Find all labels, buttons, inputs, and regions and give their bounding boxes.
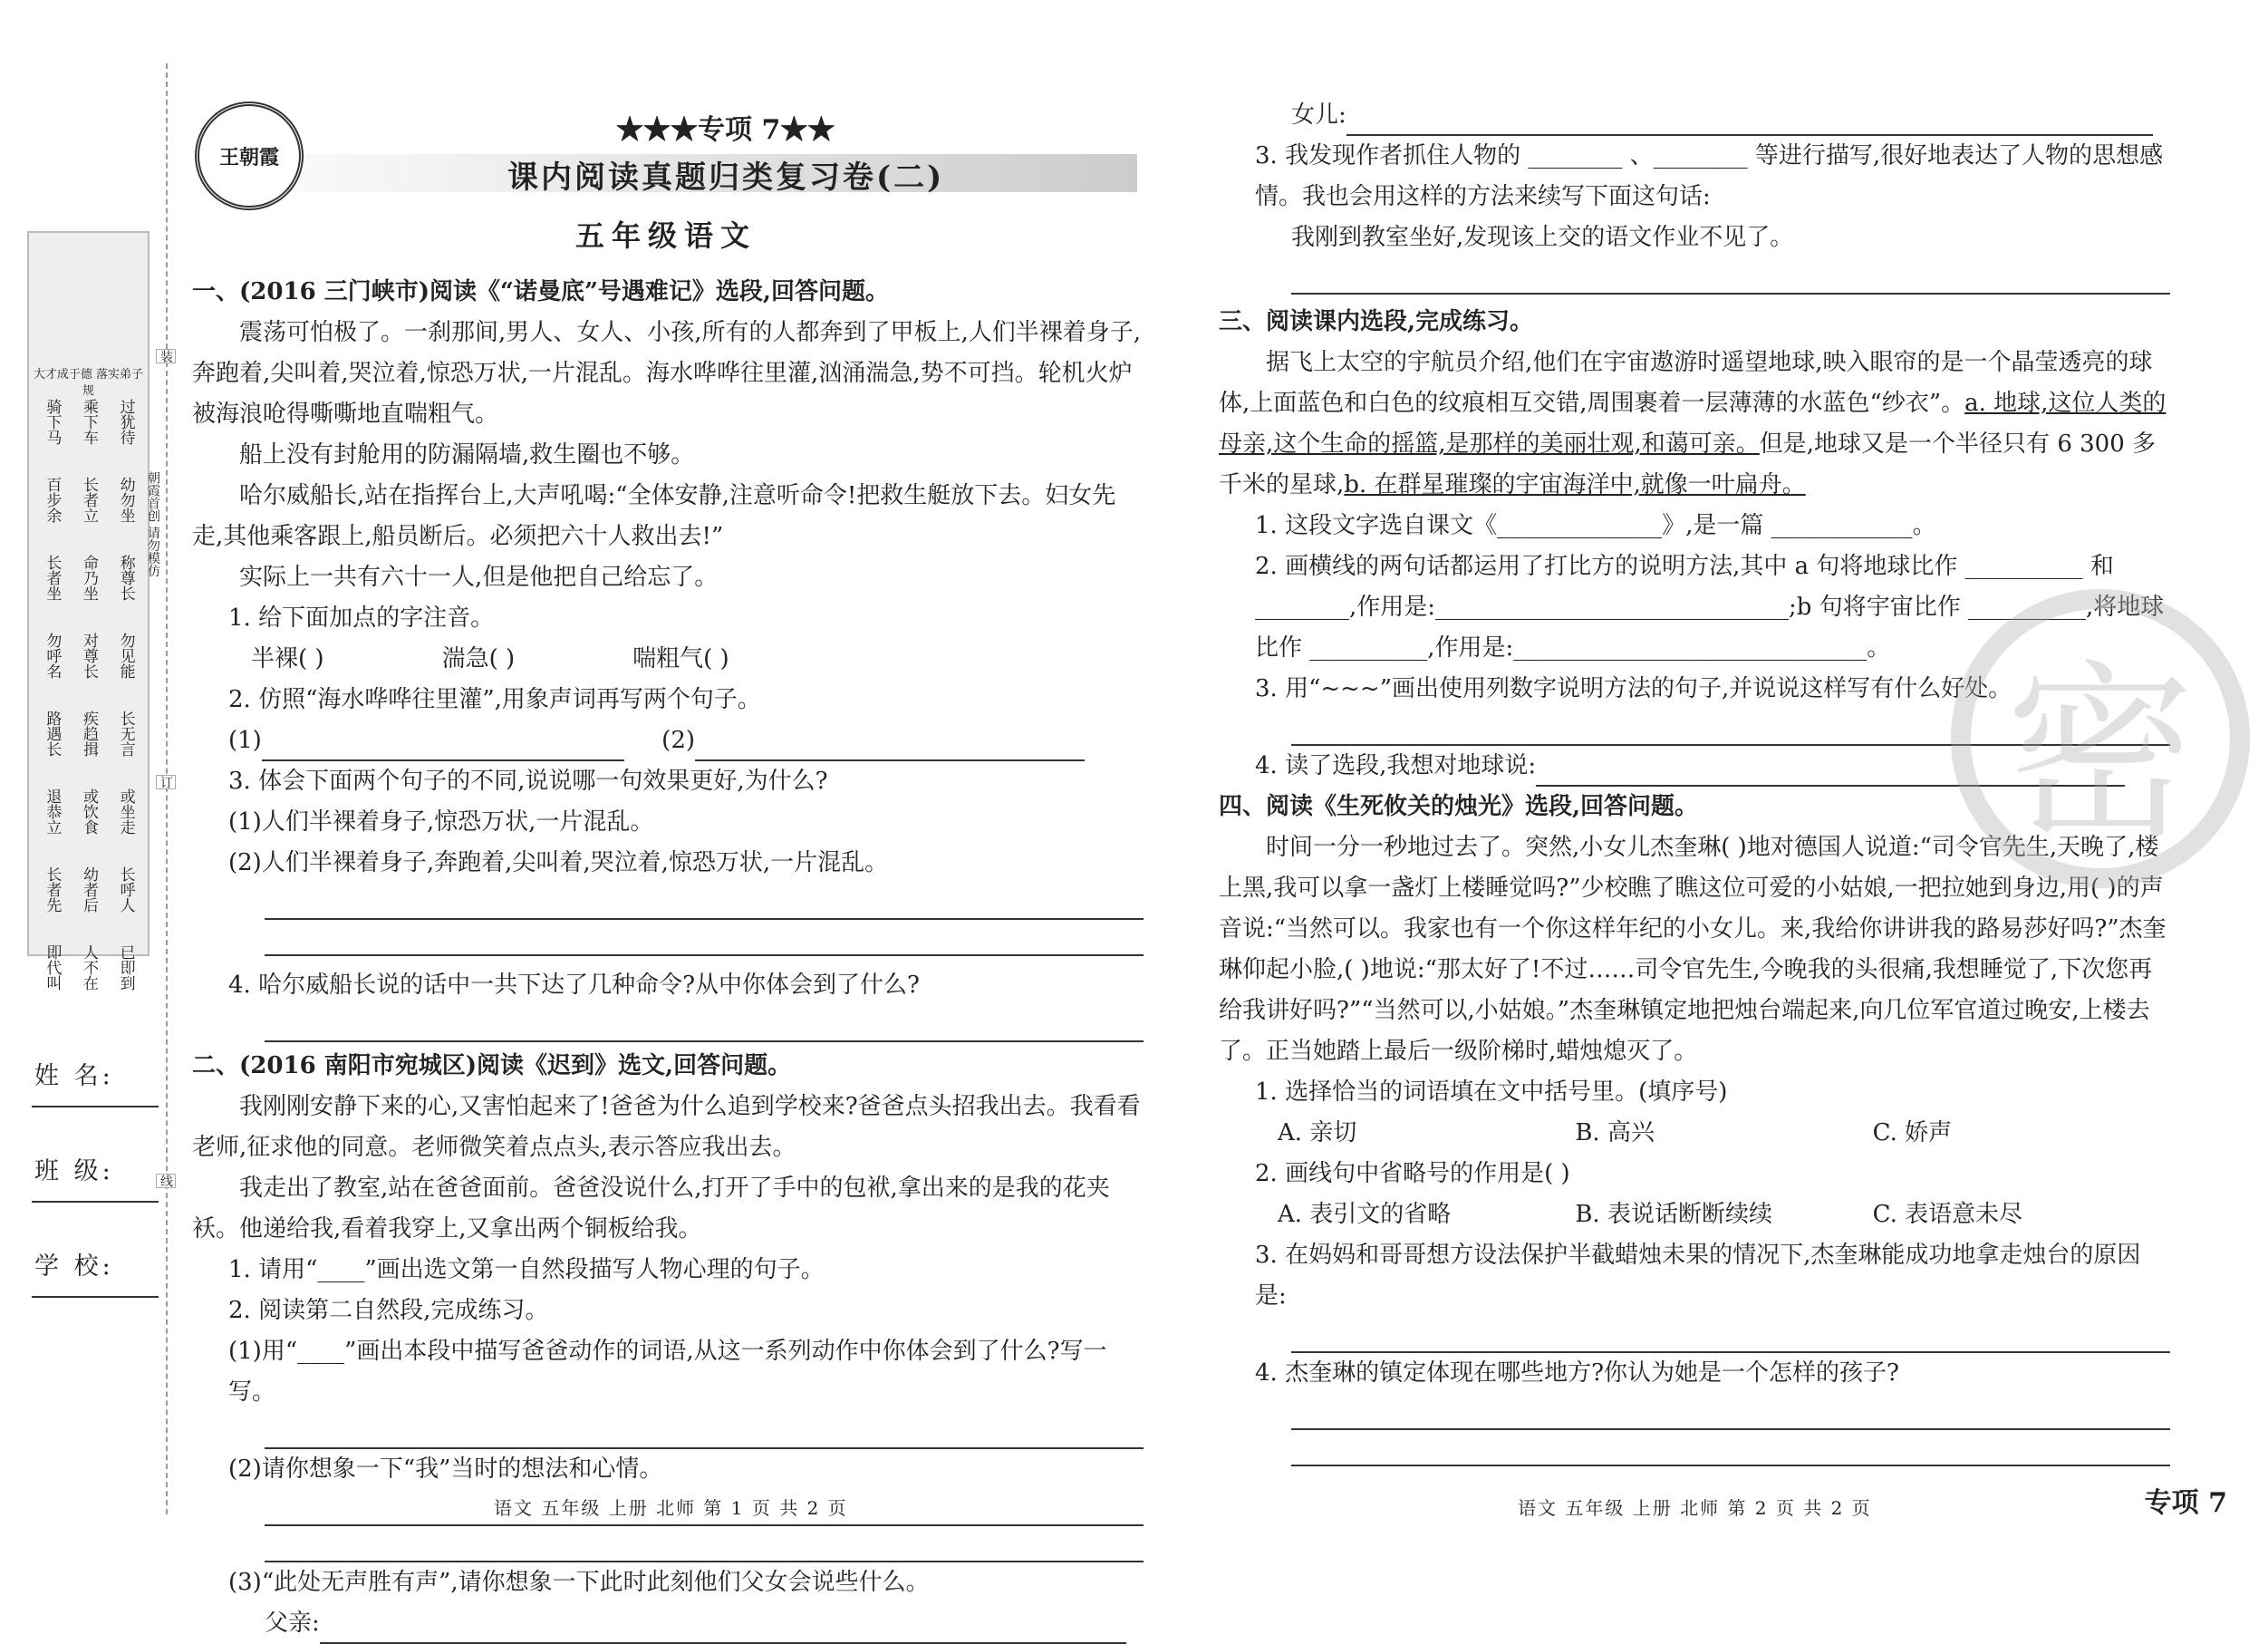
brand-logo: 王朝霞 xyxy=(195,102,304,210)
answer-row xyxy=(192,1603,1144,1644)
answer-line[interactable] xyxy=(265,920,1144,956)
passage-paragraph: 我刚刚安静下来的心,又害怕起来了!爸爸为什么追到学校来?爸爸点头招我出去。我看看老师,征求他的同意。老师微笑着点点头,表示答应我出去。 xyxy=(192,1093,1141,1161)
answer-row xyxy=(1219,95,2170,136)
option-row xyxy=(1219,1113,2170,1154)
school-label: 学 校: xyxy=(34,1252,114,1281)
section-heading: 四、阅读《生死攸关的烛光》选段,回答问题。 xyxy=(1219,793,1699,820)
sidebar-rule: 勿见能 xyxy=(116,633,135,679)
sidebar-rule: 疾趋揖 xyxy=(79,711,98,757)
question: (1)用“____”画出本段中描写爸爸动作的词语,从这一系列动作中你体会到了什么?写一写。 xyxy=(228,1338,1107,1406)
page-subtitle: 五年级语文 xyxy=(575,218,758,253)
question: 1. 选择恰当的词语填在文中括号里。(填序号) xyxy=(1255,1078,1728,1106)
passage-paragraph xyxy=(1219,343,2170,506)
question-option: (1)人们半裸着身子,惊恐万状,一片混乱。 xyxy=(228,808,654,836)
underlined-sentence: b. 在群星璀璨的宇宙海洋中,就像一叶扁舟。 xyxy=(1344,471,1806,498)
sidebar-rule: 或坐走 xyxy=(116,788,135,835)
answer-line[interactable] xyxy=(265,1413,1144,1449)
passage-text: 据飞上太空的宇航员介绍,他们在宇宙遨游时遥望地球,映入眼帘的是一个晶莹透亮的球体,上面蓝色和白色的纹痕相互交错,周围裹着一层薄薄的水蓝色“纱衣”。 xyxy=(1219,349,2153,417)
question: 3. 体会下面两个句子的不同,说说哪一句效果更好,为什么? xyxy=(228,768,828,795)
question: 2. 仿照“海水哗哗往里灌”,用象声词再写两个句子。 xyxy=(228,686,761,713)
answer-line[interactable] xyxy=(265,1006,1144,1042)
question: (2)请你想象一下“我”当时的想法和心情。 xyxy=(228,1455,663,1483)
option[interactable]: C. 娇声 xyxy=(1872,1119,1953,1146)
question: (3)“此处无声胜有声”,请你想象一下此时此刻他们父女会说些什么。 xyxy=(228,1569,930,1596)
question: 2. 画线句中省略号的作用是( ) xyxy=(1255,1160,1570,1187)
answer-line[interactable] xyxy=(1291,258,2170,295)
question: 1. 这段文字选自课文《______________》,是一篇 ____________。 xyxy=(1255,512,1936,539)
class-label: 班 级: xyxy=(34,1157,114,1185)
answer-index: (2) xyxy=(661,727,696,754)
continuation-prompt: 我刚到教室坐好,发现该上交的语文作业不见了。 xyxy=(1291,224,1794,251)
sidebar-rule: 乘下车 xyxy=(79,399,98,445)
sidebar-rule: 长者先 xyxy=(43,866,62,913)
page-footer: 语文 五年级 上册 北师 第 2 页 共 2 页 xyxy=(1518,1497,1872,1519)
question: 1. 请用“____”画出选文第一自然段描写人物心理的句子。 xyxy=(228,1256,825,1283)
passage-paragraph: 实际上一共有六十一人,但是他把自己给忘了。 xyxy=(239,564,719,591)
passage-paragraph: 哈尔威船长,站在指挥台上,大声吼喝:“全体安静,注意听命令!把救生艇放下去。妇女先走,其他乘客跟上,船员断后。必须把六十人救出去!” xyxy=(192,482,1116,550)
passage-paragraph: 震荡可怕极了。一刹那间,男人、女人、小孩,所有的人都奔到了甲板上,人们半裸着身子,奔跑着,尖叫着,哭泣着,惊恐万状,一片混乱。海水哗哗往里灌,汹涌湍急,势不可挡。轮机火炉被海浪呛得嘶嘶地直喘粗气。 xyxy=(192,319,1142,428)
sidebar-rule: 退恭立 xyxy=(43,788,62,835)
pinyin-blank[interactable]: 湍急( ) xyxy=(441,645,516,672)
underlined-sentence: a. 地球,这位人类的母亲,这个生命的摇篮,是那样的美丽壮观,和蔼可亲。 xyxy=(1219,390,2167,458)
option-row xyxy=(1219,1194,2170,1235)
sidebar-rule: 长无言 xyxy=(116,711,135,757)
answer-line[interactable] xyxy=(265,1526,1144,1562)
option[interactable]: A. 表引文的省略 xyxy=(1278,1201,1452,1228)
question: 4. 哈尔威船长说的话中一共下达了几种命令?从中你体会到了什么? xyxy=(228,972,920,999)
passage-paragraph: 时间一分一秒地过去了。突然,小女儿杰奎琳( )地对德国人说道:“司令官先生,天晚了,楼上黑,我可以拿一盏灯上楼睡觉吗?”少校瞧了瞧这位可爱的小姑娘,一把拉她到身边,用( )的声音说:“当然可以。我家也有一个你这样年纪的小女儿。来,我给你讲讲我的路易莎好吗?”杰奎琳仰起小脸,( )地说:“那太好了!不过……司令官先生,今晚我的头很痛,我想睡觉了,下次您再给我讲好吗?”“当然可以,小姑娘。”杰奎琳镇定地把烛台端起来,向几位军官道过晚安,上楼去了。正当她踏上最后一级阶梯时,蜡烛熄灭了。 xyxy=(1219,834,2167,1065)
sidebar-motto: 大才成于德 落实弟子规 xyxy=(33,368,144,398)
sidebar-rule: 过犹待 xyxy=(116,399,135,445)
binding-tag: 装 xyxy=(156,349,176,363)
pinyin-blank[interactable]: 半裸( ) xyxy=(251,645,324,672)
sidebar-rule: 长者坐 xyxy=(43,555,62,601)
passage-paragraph: 我走出了教室,站在爸爸面前。爸爸没说什么,打开了手中的包袱,拿出来的是我的花夹袄。他递给我,看着我穿上,又拿出两个铜板给我。 xyxy=(192,1175,1110,1243)
name-label: 姓 名: xyxy=(34,1062,114,1090)
option[interactable]: B. 高兴 xyxy=(1575,1119,1655,1146)
sidebar-rule: 长者立 xyxy=(79,477,98,523)
question: 1. 给下面加点的字注音。 xyxy=(228,604,495,632)
sidebar-rule: 命乃坐 xyxy=(79,555,98,601)
question: 4. 读了选段,我想对地球说: xyxy=(1255,752,1537,779)
sidebar-rule: 已即到 xyxy=(116,944,135,991)
left-column xyxy=(192,272,1144,1644)
passage-paragraph: 船上没有封舱用的防漏隔墙,救生圈也不够。 xyxy=(239,441,695,469)
answer-row xyxy=(192,720,1144,761)
sidebar-rule: 骑下马 xyxy=(43,399,62,445)
sidebar-rule: 路遇长 xyxy=(43,711,62,757)
sidebar-rule: 幼勿坐 xyxy=(116,477,135,523)
answer-line[interactable] xyxy=(265,884,1144,920)
corner-badge: 专项 7 xyxy=(2144,1487,2227,1519)
question: 3. 我发现作者抓住人物的 ________ 、________ 等进行描写,很好地表达了人物的思想感情。我也会用这样的方法来续写下面这句话: xyxy=(1255,142,2164,210)
option[interactable]: C. 表语意未尽 xyxy=(1872,1201,2023,1228)
sidebar-rule: 称尊长 xyxy=(116,555,135,601)
answer-label: 父亲: xyxy=(265,1610,320,1637)
section-heading: 一、(2016 三门峡市)阅读《“诺曼底”号遇难记》选段,回答问题。 xyxy=(192,278,889,305)
class-field[interactable] xyxy=(32,1201,159,1203)
school-field[interactable] xyxy=(32,1296,159,1298)
sidebar-rule: 或饮食 xyxy=(79,788,98,835)
question: 2. 画横线的两句话都运用了打比方的说明方法,其中 a 句将地球比作 __________ 和 ________,作用是:______________________________;b 句将宇宙比作 __________,将地球比作 __________,作用是:______________________________。 xyxy=(1255,553,2165,662)
sidebar-rules xyxy=(34,399,143,1015)
page-title: 课内阅读真题归类复习卷(二) xyxy=(507,160,945,196)
secret-seal-watermark: 密 xyxy=(1951,589,2250,888)
sidebar-rule: 幼者后 xyxy=(79,866,98,913)
sidebar-rule: 人不在 xyxy=(79,944,98,991)
question: 2. 阅读第二自然段,完成练习。 xyxy=(228,1297,549,1324)
answer-label: 女儿: xyxy=(1291,102,1346,129)
binding-tag: 线 xyxy=(156,1174,176,1188)
sidebar-rule: 长呼人 xyxy=(116,866,135,913)
pinyin-blank[interactable]: 喘粗气( ) xyxy=(632,645,729,672)
page-footer: 语文 五年级 上册 北师 第 1 页 共 2 页 xyxy=(494,1497,848,1519)
sidebar-rule: 对尊长 xyxy=(79,633,98,679)
answer-row xyxy=(192,639,1144,680)
question: 3. 在妈妈和哥哥想方设法保护半截蜡烛未果的情况下,杰奎琳能成功地拿走烛台的原因是: xyxy=(1255,1242,2141,1310)
option[interactable]: A. 亲切 xyxy=(1278,1119,1357,1146)
section-heading: 三、阅读课内选段,完成练习。 xyxy=(1219,308,1534,335)
sidebar-rule: 百步余 xyxy=(43,477,62,523)
answer-line[interactable] xyxy=(1291,1430,2170,1466)
question: 4. 杰奎琳的镇定体现在哪些地方?你认为她是一个怎样的孩子? xyxy=(1255,1359,1899,1387)
passage-text: 但是,地球又是一个半径只有 6 300 多千米的星球, xyxy=(1219,430,2157,498)
copyright-note: 朝霞首创 请勿模仿 xyxy=(146,471,160,577)
section-heading: 二、(2016 南阳市宛城区)阅读《迟到》选文,回答问题。 xyxy=(192,1052,792,1079)
question: 3. 用“~~~”画出使用列数字说明方法的句子,并说说这样写有什么好处。 xyxy=(1255,675,2012,702)
sidebar-rule: 即代叫 xyxy=(43,944,62,991)
item-number: ★★★专项 7★★ xyxy=(616,114,835,146)
answer-line[interactable] xyxy=(1291,1317,2170,1353)
option[interactable]: B. 表说话断断续续 xyxy=(1575,1201,1772,1228)
binding-tag: 订 xyxy=(156,775,176,789)
question-option: (2)人们半裸着身子,奔跑着,尖叫着,哭泣着,惊恐万状,一片混乱。 xyxy=(228,849,889,876)
answer-line[interactable] xyxy=(1291,1394,2170,1430)
answer-index: (1) xyxy=(228,727,262,754)
name-field[interactable] xyxy=(32,1106,159,1107)
sidebar-rule: 勿呼名 xyxy=(43,633,62,679)
